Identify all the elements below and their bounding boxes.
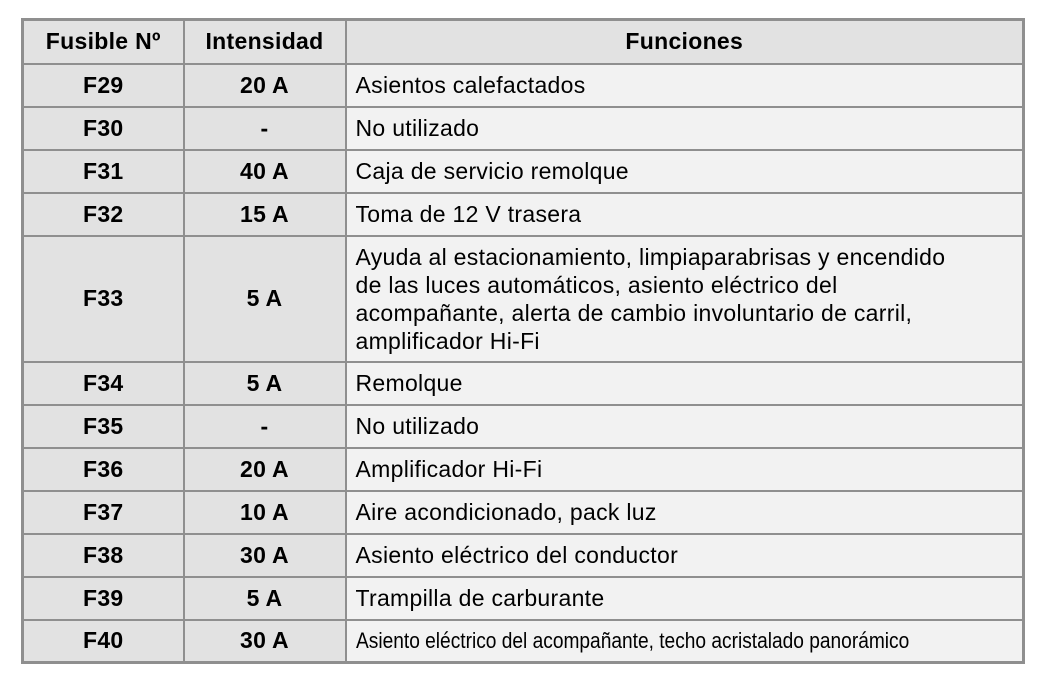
- table-row: [23, 577, 1024, 620]
- intensity-cell: 10 A: [184, 491, 346, 534]
- intensity-cell: -: [184, 107, 346, 150]
- intensity-cell: 5 A: [184, 362, 346, 405]
- fuse-number-cell: F34: [23, 362, 184, 405]
- fuse-number-cell: F33: [23, 236, 184, 362]
- header-intensity: Intensidad: [184, 20, 346, 64]
- fuse-table: [21, 18, 1025, 664]
- header-row: [23, 20, 1024, 64]
- fuse-number-cell: F36: [23, 448, 184, 491]
- function-cell: [346, 491, 1024, 534]
- function-text: Remolque: [355, 370, 463, 396]
- table-row: [23, 236, 1024, 362]
- intensity-cell: 15 A: [184, 193, 346, 236]
- table-row: [23, 107, 1024, 150]
- fuse-number-cell: F37: [23, 491, 184, 534]
- intensity-cell: 5 A: [184, 236, 346, 362]
- fuse-table-body: [23, 64, 1024, 663]
- intensity-cell: 30 A: [184, 534, 346, 577]
- table-row: [23, 620, 1024, 663]
- function-cell: [346, 150, 1024, 193]
- function-text: No utilizado: [355, 413, 480, 439]
- fuse-number-cell: F39: [23, 577, 184, 620]
- fuse-table-header: [23, 20, 1024, 64]
- function-text: Asiento eléctrico del conductor: [355, 542, 679, 568]
- function-text: Aire acondicionado, pack luz: [355, 499, 657, 525]
- header-fuse-number: Fusible Nº: [23, 20, 184, 64]
- intensity-cell: -: [184, 405, 346, 448]
- function-cell: [346, 64, 1024, 107]
- table-row: [23, 405, 1024, 448]
- fuse-number-cell: F30: [23, 107, 184, 150]
- function-cell: [346, 193, 1024, 236]
- fuse-number-cell: F29: [23, 64, 184, 107]
- function-cell: [346, 577, 1024, 620]
- intensity-cell: 30 A: [184, 620, 346, 663]
- function-cell: [346, 405, 1024, 448]
- table-row: [23, 448, 1024, 491]
- function-text: Ayuda al estacionamiento, limpiaparabrisas y encendido de las luces automáticos, asiento eléctrico del acompañante, alerta de cambio involuntario de carril, amplificador Hi-Fi: [355, 243, 946, 354]
- table-row: [23, 491, 1024, 534]
- function-text: Toma de 12 V trasera: [355, 201, 582, 227]
- fuse-number-cell: F38: [23, 534, 184, 577]
- function-text: No utilizado: [355, 115, 480, 141]
- table-row: [23, 193, 1024, 236]
- intensity-cell: 5 A: [184, 577, 346, 620]
- table-row: [23, 534, 1024, 577]
- function-text: Asiento eléctrico del acompañante, techo acristalado panorámico: [355, 627, 909, 653]
- intensity-cell: 40 A: [184, 150, 346, 193]
- table-row: [23, 64, 1024, 107]
- function-text: Trampilla de carburante: [355, 585, 605, 611]
- function-text: Asientos calefactados: [355, 72, 586, 98]
- header-functions: Funciones: [346, 20, 1024, 64]
- function-text: Amplificador Hi-Fi: [355, 456, 543, 482]
- intensity-cell: 20 A: [184, 448, 346, 491]
- function-cell: [346, 620, 1024, 663]
- function-cell: [346, 362, 1024, 405]
- fuse-number-cell: F31: [23, 150, 184, 193]
- function-cell: [346, 534, 1024, 577]
- function-cell: [346, 236, 1024, 362]
- fuse-number-cell: F32: [23, 193, 184, 236]
- function-cell: [346, 448, 1024, 491]
- function-text: Caja de servicio remolque: [355, 158, 629, 184]
- table-row: [23, 362, 1024, 405]
- intensity-cell: 20 A: [184, 64, 346, 107]
- table-row: [23, 150, 1024, 193]
- fuse-number-cell: F35: [23, 405, 184, 448]
- function-cell: [346, 107, 1024, 150]
- fuse-number-cell: F40: [23, 620, 184, 663]
